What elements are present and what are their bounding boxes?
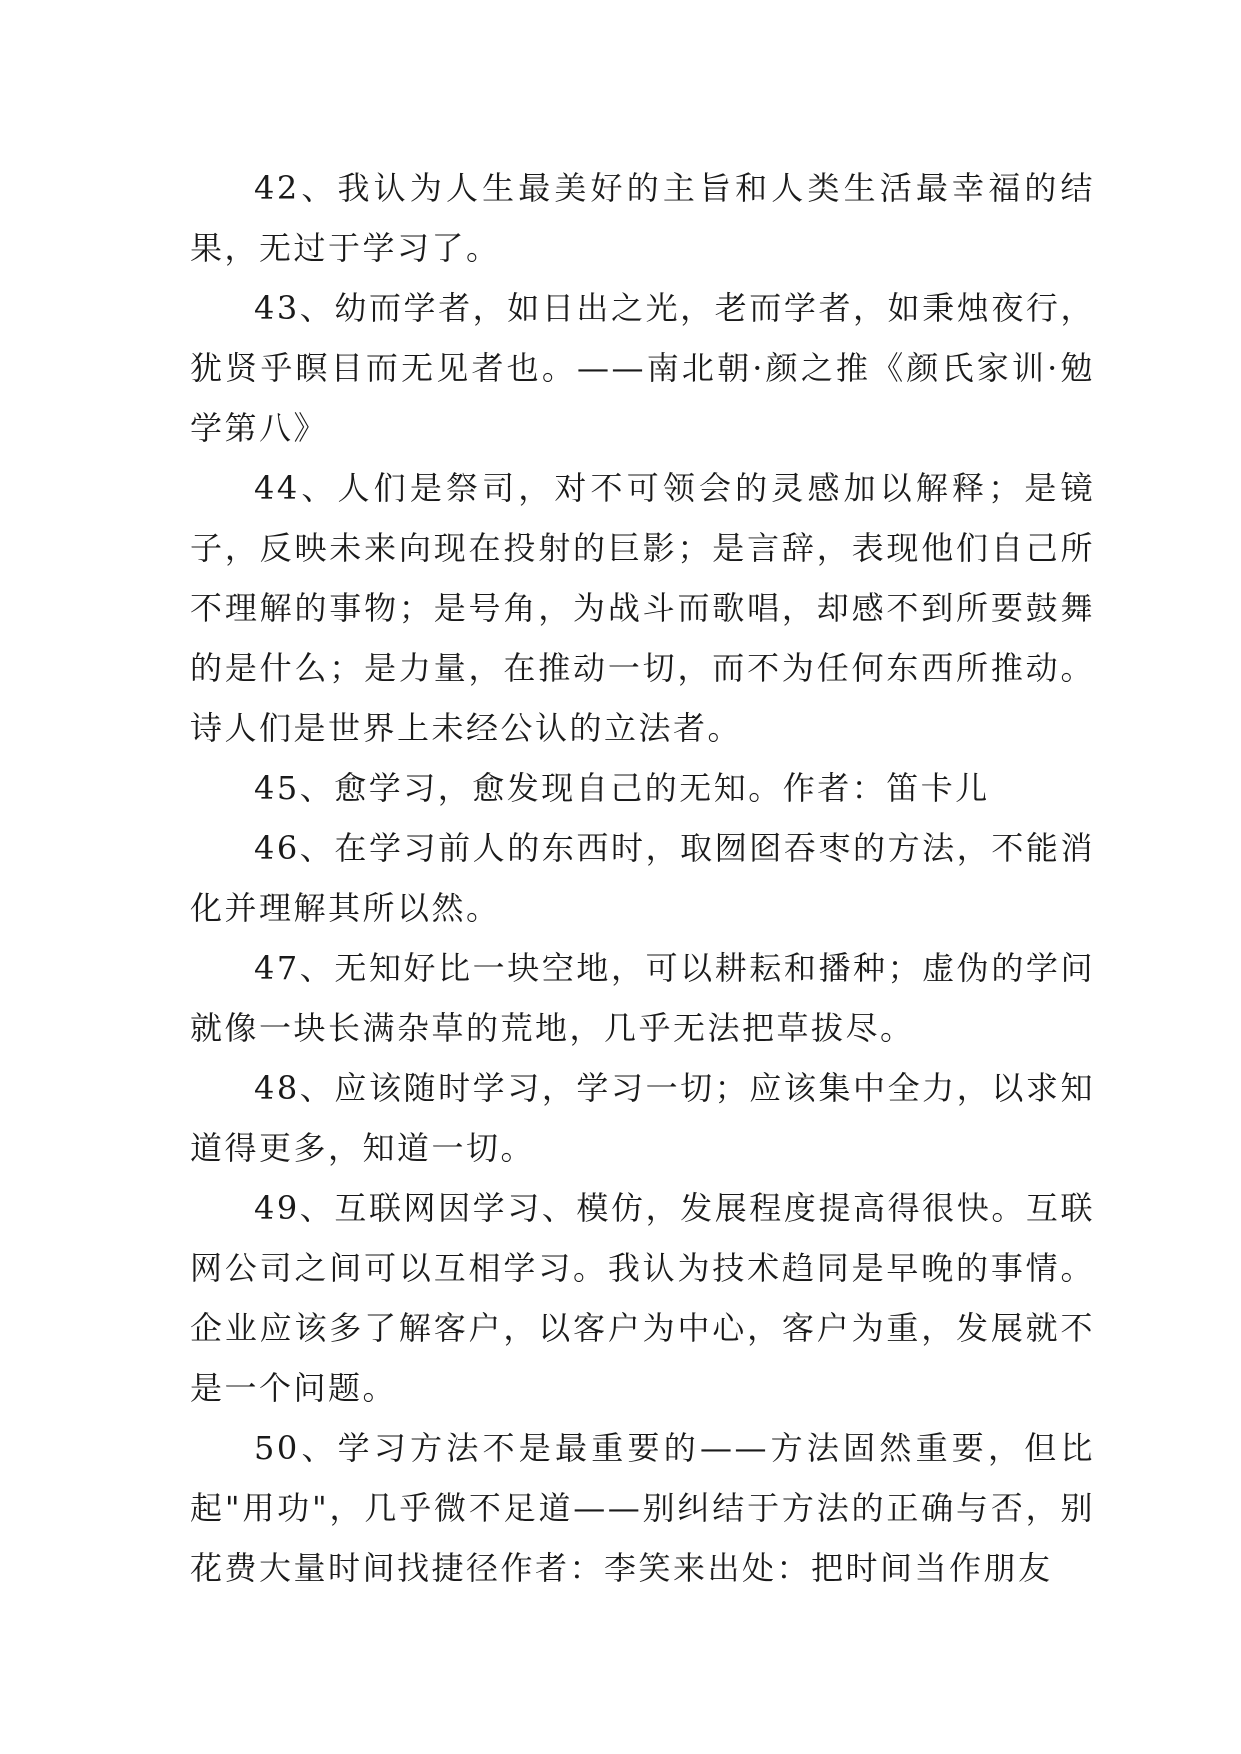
paragraph-44: 44、人们是祭司，对不可领会的灵感加以解释；是镜子，反映未来向现在投射的巨影；是言辞，表现他们自己所不理解的事物；是号角，为战斗而歌唱，却感不到所要鼓舞的是什么；是力量，在推动一切，而不为任何东西所推动。诗人们是世界上未经公认的立法者。 bbox=[190, 469, 1095, 747]
paragraph-45: 45、愈学习，愈发现自己的无知。作者：笛卡儿 bbox=[254, 769, 990, 807]
paragraph-42: 42、我认为人生最美好的主旨和人类生活最幸福的结果，无过于学习了。 bbox=[190, 169, 1095, 267]
paragraph-46: 46、在学习前人的东西时，取囫囵吞枣的方法，不能消化并理解其所以然。 bbox=[190, 829, 1095, 927]
document-body bbox=[190, 158, 1095, 1598]
paragraph-48: 48、应该随时学习，学习一切；应该集中全力，以求知道得更多，知道一切。 bbox=[190, 1069, 1095, 1167]
paragraph-43: 43、幼而学者，如日出之光，老而学者，如秉烛夜行，犹贤乎瞑目而无见者也。——南北朝·颜之推《颜氏家训·勉学第八》 bbox=[190, 289, 1095, 447]
paragraph-49: 49、互联网因学习、模仿，发展程度提高得很快。互联网公司之间可以互相学习。我认为技术趋同是早晚的事情。企业应该多了解客户，以客户为中心，客户为重，发展就不是一个问题。 bbox=[190, 1189, 1095, 1407]
paragraph-50: 50、学习方法不是最重要的——方法固然重要，但比起"用功"，几乎微不足道——别纠结于方法的正确与否，别花费大量时间找捷径作者：李笑来出处：把时间当作朋友 bbox=[190, 1429, 1095, 1587]
paragraph-47: 47、无知好比一块空地，可以耕耘和播种；虚伪的学问就像一块长满杂草的荒地，几乎无法把草拔尽。 bbox=[190, 949, 1095, 1047]
